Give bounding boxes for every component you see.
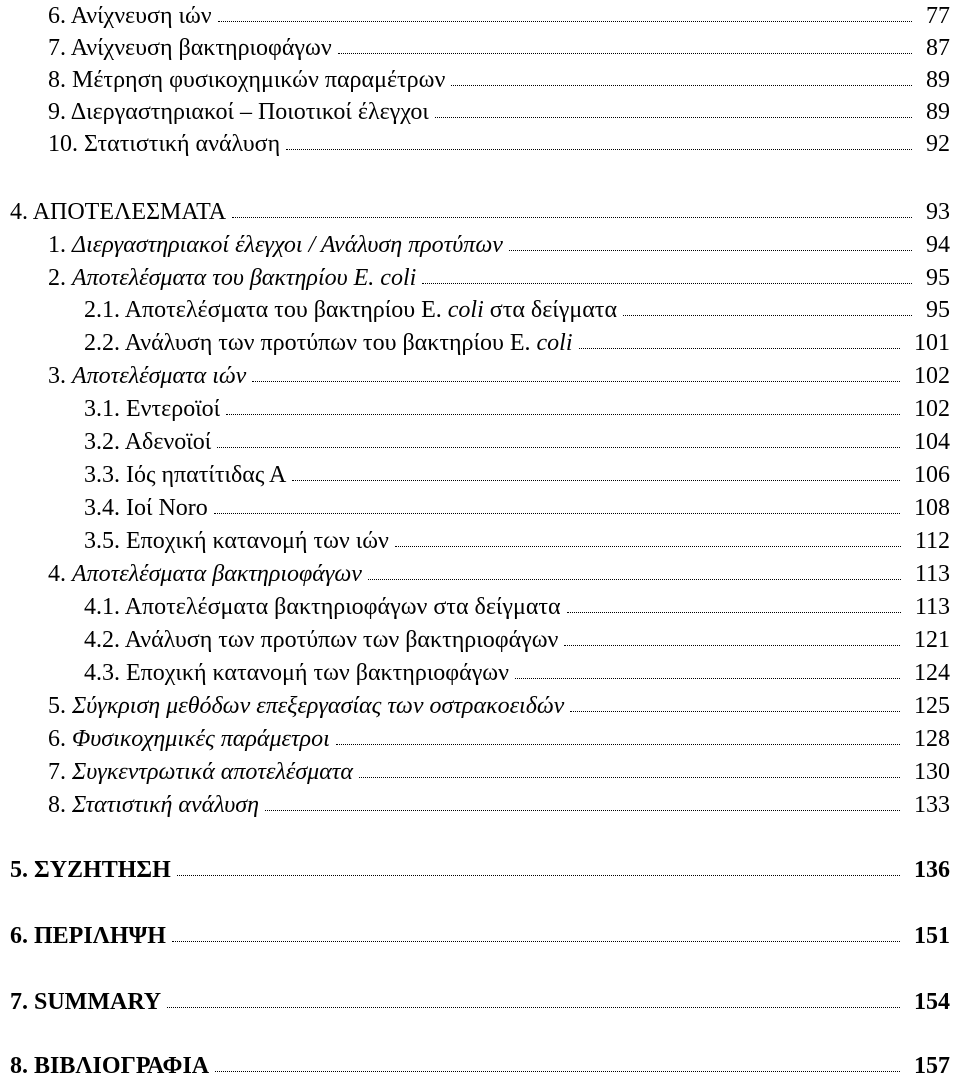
- page-number: 89: [926, 67, 950, 93]
- page-number: 136: [914, 857, 950, 883]
- entry-title: ΒΙΒΛΙΟΓΡΑΦΙΑ: [34, 1053, 210, 1079]
- page-number: 125: [914, 693, 950, 719]
- entry-title: Αποτελέσματα του βακτηρίου E.: [124, 297, 448, 323]
- toc-entry[interactable]: [48, 64, 950, 96]
- entry-title: Ιός ηπατίτιδας Α: [126, 462, 287, 488]
- entry-number: 1.: [48, 232, 72, 258]
- dot-leader: [167, 1007, 900, 1008]
- page-number: 113: [914, 561, 950, 587]
- dot-leader: [435, 117, 912, 118]
- dot-leader: [292, 480, 900, 481]
- entry-title: Ιοί Noro: [126, 495, 208, 521]
- entry-title: ΑΠΟΤΕΛΕΣΜΑΤΑ: [32, 199, 227, 225]
- page-number: 95: [926, 265, 950, 291]
- entry-number: 7.: [48, 35, 71, 61]
- entry-number: 5.: [10, 857, 34, 883]
- toc-entry[interactable]: [48, 0, 950, 32]
- dot-leader: [286, 149, 912, 150]
- dot-leader: [214, 513, 900, 514]
- toc-entry[interactable]: [84, 525, 950, 557]
- entry-title-suffix: στα δείγματα: [483, 297, 618, 323]
- entry-title: Αδενοϊοί: [124, 429, 212, 455]
- toc-entry[interactable]: [48, 558, 950, 590]
- entry-title: Εποχική κατανομή των ιών: [126, 528, 389, 554]
- entry-title: Αποτελέσματα ιών: [72, 363, 247, 389]
- page-number: 112: [914, 528, 950, 554]
- dot-leader: [226, 414, 900, 415]
- page-number: 104: [914, 429, 950, 455]
- entry-number: 4.: [10, 199, 33, 225]
- entry-number: 2.: [48, 265, 72, 291]
- dot-leader: [336, 744, 900, 745]
- page-number: 154: [914, 989, 950, 1015]
- dot-leader: [451, 85, 912, 86]
- entry-title: Ανίχνευση βακτηριοφάγων: [70, 35, 332, 61]
- dot-leader: [422, 283, 912, 284]
- entry-number: 10.: [48, 131, 84, 157]
- dot-leader: [570, 711, 900, 712]
- toc-entry[interactable]: [84, 459, 950, 491]
- page-number: 151: [914, 923, 950, 949]
- toc-entry[interactable]: [84, 624, 950, 656]
- page-number: 121: [914, 627, 950, 653]
- toc-entry[interactable]: [48, 789, 950, 821]
- entry-number: 3.4.: [84, 495, 126, 521]
- entry-title: Αποτελέσματα βακτηριοφάγων στα δείγματα: [124, 594, 561, 620]
- toc-entry[interactable]: [84, 327, 950, 359]
- entry-number: 7.: [48, 759, 72, 785]
- dot-leader: [265, 810, 900, 811]
- entry-number: 6.: [48, 726, 72, 752]
- page-number: 101: [914, 330, 950, 356]
- entry-number: 7.: [10, 989, 34, 1015]
- page-number: 102: [914, 396, 950, 422]
- page-number: 128: [914, 726, 950, 752]
- dot-leader: [215, 1071, 900, 1072]
- page-number: 130: [914, 759, 950, 785]
- dot-leader: [217, 447, 900, 448]
- dot-leader: [177, 875, 900, 876]
- page-number: 87: [926, 35, 950, 61]
- toc-chapter[interactable]: [10, 1050, 950, 1082]
- dot-leader: [368, 579, 901, 580]
- entry-title: Μέτρηση φυσικοχημικών παραμέτρων: [72, 67, 446, 93]
- page-number: 89: [926, 99, 950, 125]
- toc-entry[interactable]: [48, 128, 950, 160]
- page-number: 124: [914, 660, 950, 686]
- entry-title: Ανάλυση των προτύπων του βακτηρίου E.: [124, 330, 537, 356]
- toc-entry[interactable]: [48, 723, 950, 755]
- entry-title: Αποτελέσματα του βακτηρίου E. coli: [72, 265, 417, 291]
- entry-number: 3.2.: [84, 429, 125, 455]
- entry-title: Σύγκριση μεθόδων επεξεργασίας των οστρακοειδών: [72, 693, 565, 719]
- page-number: 108: [914, 495, 950, 521]
- entry-title: Στατιστική ανάλυση: [84, 131, 281, 157]
- toc-entry[interactable]: [48, 229, 950, 261]
- entry-number: 8.: [10, 1053, 34, 1079]
- entry-number: 3.3.: [84, 462, 126, 488]
- entry-title: Διεργαστηριακοί έλεγχοι / Ανάλυση προτύπων: [72, 232, 503, 258]
- toc-entry[interactable]: [48, 262, 950, 294]
- toc-entry[interactable]: [84, 591, 950, 623]
- dot-leader: [509, 250, 912, 251]
- page-number: 106: [914, 462, 950, 488]
- page-number: 102: [914, 363, 950, 389]
- toc-chapter[interactable]: [10, 854, 950, 886]
- dot-leader: [564, 645, 900, 646]
- entry-title: Ανίχνευση ιών: [70, 3, 212, 29]
- entry-title: Στατιστική ανάλυση: [72, 792, 259, 818]
- entry-number: 2.2.: [84, 330, 125, 356]
- toc-entry[interactable]: [84, 657, 950, 689]
- toc-entry[interactable]: [84, 294, 950, 326]
- entry-number: 9.: [48, 99, 71, 125]
- entry-number: 2.1.: [84, 297, 125, 323]
- toc-entry[interactable]: [48, 360, 950, 392]
- toc-entry[interactable]: [84, 393, 950, 425]
- toc-chapter[interactable]: [10, 986, 950, 1018]
- toc-entry[interactable]: [84, 426, 950, 458]
- entry-title: Συγκεντρωτικά αποτελέσματα: [72, 759, 353, 785]
- entry-title: SUMMARY: [34, 989, 162, 1015]
- entry-number: 4.1.: [84, 594, 125, 620]
- entry-title: Διεργαστηριακοί – Ποιοτικοί έλεγχοι: [70, 99, 429, 125]
- dot-leader: [359, 777, 900, 778]
- entry-title: Αποτελέσματα βακτηριοφάγων: [72, 561, 362, 587]
- page-number: 95: [926, 297, 950, 323]
- dot-leader: [252, 381, 900, 382]
- entry-title: ΠΕΡΙΛΗΨΗ: [34, 923, 166, 949]
- entry-number: 3.: [48, 363, 72, 389]
- entry-title: Ανάλυση των προτύπων των βακτηριοφάγων: [124, 627, 559, 653]
- page-number: 157: [914, 1053, 950, 1079]
- toc-entry[interactable]: [84, 492, 950, 524]
- dot-leader: [172, 941, 900, 942]
- page-number: 92: [926, 131, 950, 157]
- entry-number: 8.: [48, 792, 72, 818]
- page-number: 133: [914, 792, 950, 818]
- entry-title: Εποχική κατανομή των βακτηριοφάγων: [126, 660, 509, 686]
- entry-number: 6.: [10, 923, 34, 949]
- toc-entry[interactable]: [48, 756, 950, 788]
- dot-leader: [579, 348, 900, 349]
- entry-number: 3.1.: [84, 396, 126, 422]
- toc-chapter[interactable]: [10, 196, 950, 228]
- entry-number: 8.: [48, 67, 72, 93]
- toc-chapter[interactable]: [10, 920, 950, 952]
- dot-leader: [395, 546, 901, 547]
- entry-number: 4.2.: [84, 627, 125, 653]
- dot-leader: [623, 315, 912, 316]
- entry-title: Φυσικοχημικές παράμετροι: [72, 726, 330, 752]
- entry-title: ΣΥΖΗΤΗΣΗ: [34, 857, 171, 883]
- entry-number: 4.: [48, 561, 72, 587]
- page-number: 93: [926, 199, 950, 225]
- toc-entry[interactable]: [48, 96, 950, 128]
- page-number: 113: [914, 594, 950, 620]
- entry-number: 4.3.: [84, 660, 126, 686]
- entry-number: 6.: [48, 3, 71, 29]
- dot-leader: [338, 53, 912, 54]
- entry-number: 3.5.: [84, 528, 126, 554]
- page-number: 77: [926, 3, 950, 29]
- dot-leader: [515, 678, 900, 679]
- dot-leader: [567, 612, 901, 613]
- entry-number: 5.: [48, 693, 72, 719]
- dot-leader: [218, 21, 912, 22]
- toc-entry[interactable]: [48, 32, 950, 64]
- entry-title: Εντεροϊοί: [126, 396, 221, 422]
- toc-entry[interactable]: [48, 690, 950, 722]
- italic-species: coli: [536, 330, 573, 356]
- dot-leader: [232, 217, 912, 218]
- italic-species: coli: [447, 297, 484, 323]
- page-number: 94: [926, 232, 950, 258]
